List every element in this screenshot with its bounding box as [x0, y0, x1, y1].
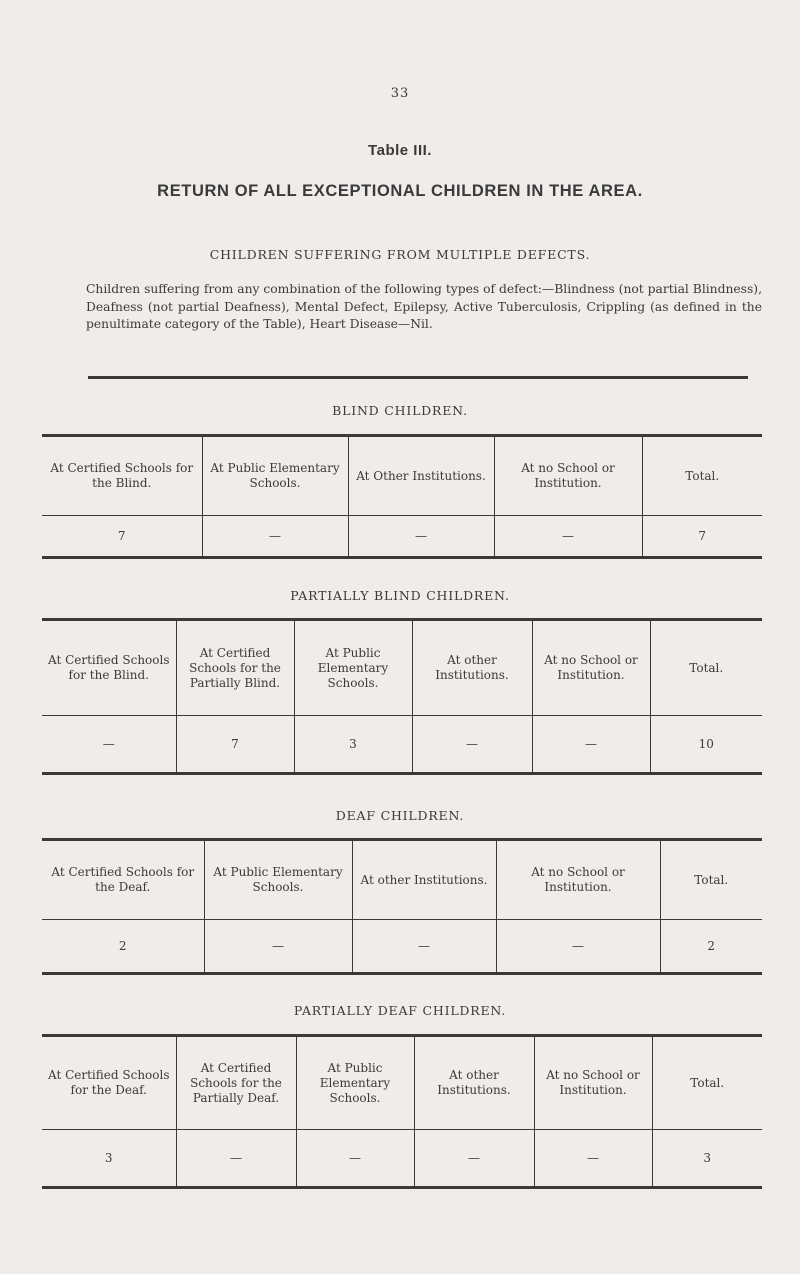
column-header: At other Institutions. [352, 840, 496, 920]
column-header: At Certified Schools for the Blind. [42, 620, 176, 716]
table-heading: Table III. [368, 142, 432, 159]
page-title: RETURN OF ALL EXCEPTIONAL CHILDREN IN THE AREA. [157, 182, 643, 200]
table-cell: — [296, 1130, 414, 1188]
table-cell: — [202, 516, 348, 558]
table-cell: — [42, 716, 176, 774]
table-cell: 7 [42, 516, 202, 558]
column-header: At Public Elementary Schools. [296, 1036, 414, 1130]
header-row [42, 436, 762, 516]
table-cell: 7 [176, 716, 294, 774]
table-cell: 7 [642, 516, 762, 558]
column-header: At other Institutions. [412, 620, 532, 716]
column-header: At Certified Schools for the Deaf. [42, 1036, 176, 1130]
partially-deaf-section-title: PARTIALLY DEAF CHILDREN. [293, 1003, 507, 1018]
column-header: Total. [660, 840, 762, 920]
deaf-section-title: DEAF CHILDREN. [335, 808, 465, 823]
table-cell: — [494, 516, 642, 558]
partially-blind-section-title: PARTIALLY BLIND CHILDREN. [290, 588, 510, 603]
table-cell: 2 [660, 920, 762, 974]
column-header: Total. [642, 436, 762, 516]
column-header: At Other Institutions. [348, 436, 494, 516]
column-header: At Public Elementary Schools. [202, 436, 348, 516]
column-header: At Public Elementary Schools. [294, 620, 412, 716]
table-cell: — [348, 516, 494, 558]
column-header: Total. [650, 620, 762, 716]
table-cell: 3 [42, 1130, 176, 1188]
table-cell: — [496, 920, 660, 974]
table-cell: — [176, 1130, 296, 1188]
table-cell: — [352, 920, 496, 974]
column-header: At Certified Schools for the Deaf. [42, 840, 204, 920]
column-header: At no School or Institution. [534, 1036, 652, 1130]
table-cell: — [532, 716, 650, 774]
table-cell: 3 [294, 716, 412, 774]
partially-deaf-children-table [42, 1034, 762, 1189]
table-cell: — [412, 716, 532, 774]
column-header: At no School or Institution. [532, 620, 650, 716]
partially-blind-children-table [42, 618, 762, 775]
page-number: 33 [390, 86, 410, 101]
table-row [42, 516, 762, 558]
table-cell: — [414, 1130, 534, 1188]
intro-paragraph: Children suffering from any combination of the following types of defect:—Blindness (not partial Blindness), Deafness (not partial Deafness), Mental Defect, Epilepsy, Active Tuberculosis, Crippling (as defined in the penultimate category of the Table), Heart Disease—Nil. [86, 282, 762, 331]
column-header: At no School or Institution. [496, 840, 660, 920]
table-cell: — [204, 920, 352, 974]
section-divider [88, 376, 748, 379]
column-header: At Certified Schools for the Partially Blind. [176, 620, 294, 716]
header-row [42, 620, 762, 716]
blind-children-table [42, 434, 762, 559]
column-header: At Certified Schools for the Partially Deaf. [176, 1036, 296, 1130]
column-header: At other Institutions. [414, 1036, 534, 1130]
table-cell: — [534, 1130, 652, 1188]
table-cell: 3 [652, 1130, 762, 1188]
column-header: Total. [652, 1036, 762, 1130]
deaf-children-table [42, 838, 762, 975]
table-row [42, 1130, 762, 1188]
header-row [42, 1036, 762, 1130]
table-cell: 10 [650, 716, 762, 774]
table-row [42, 920, 762, 974]
table-row [42, 716, 762, 774]
multiple-defects-subtitle: CHILDREN SUFFERING FROM MULTIPLE DEFECTS. [209, 247, 591, 262]
header-row [42, 840, 762, 920]
column-header: At Certified Schools for the Blind. [42, 436, 202, 516]
blind-section-title: BLIND CHILDREN. [332, 403, 468, 418]
table-cell: 2 [42, 920, 204, 974]
column-header: At Public Elementary Schools. [204, 840, 352, 920]
column-header: At no School or Institution. [494, 436, 642, 516]
